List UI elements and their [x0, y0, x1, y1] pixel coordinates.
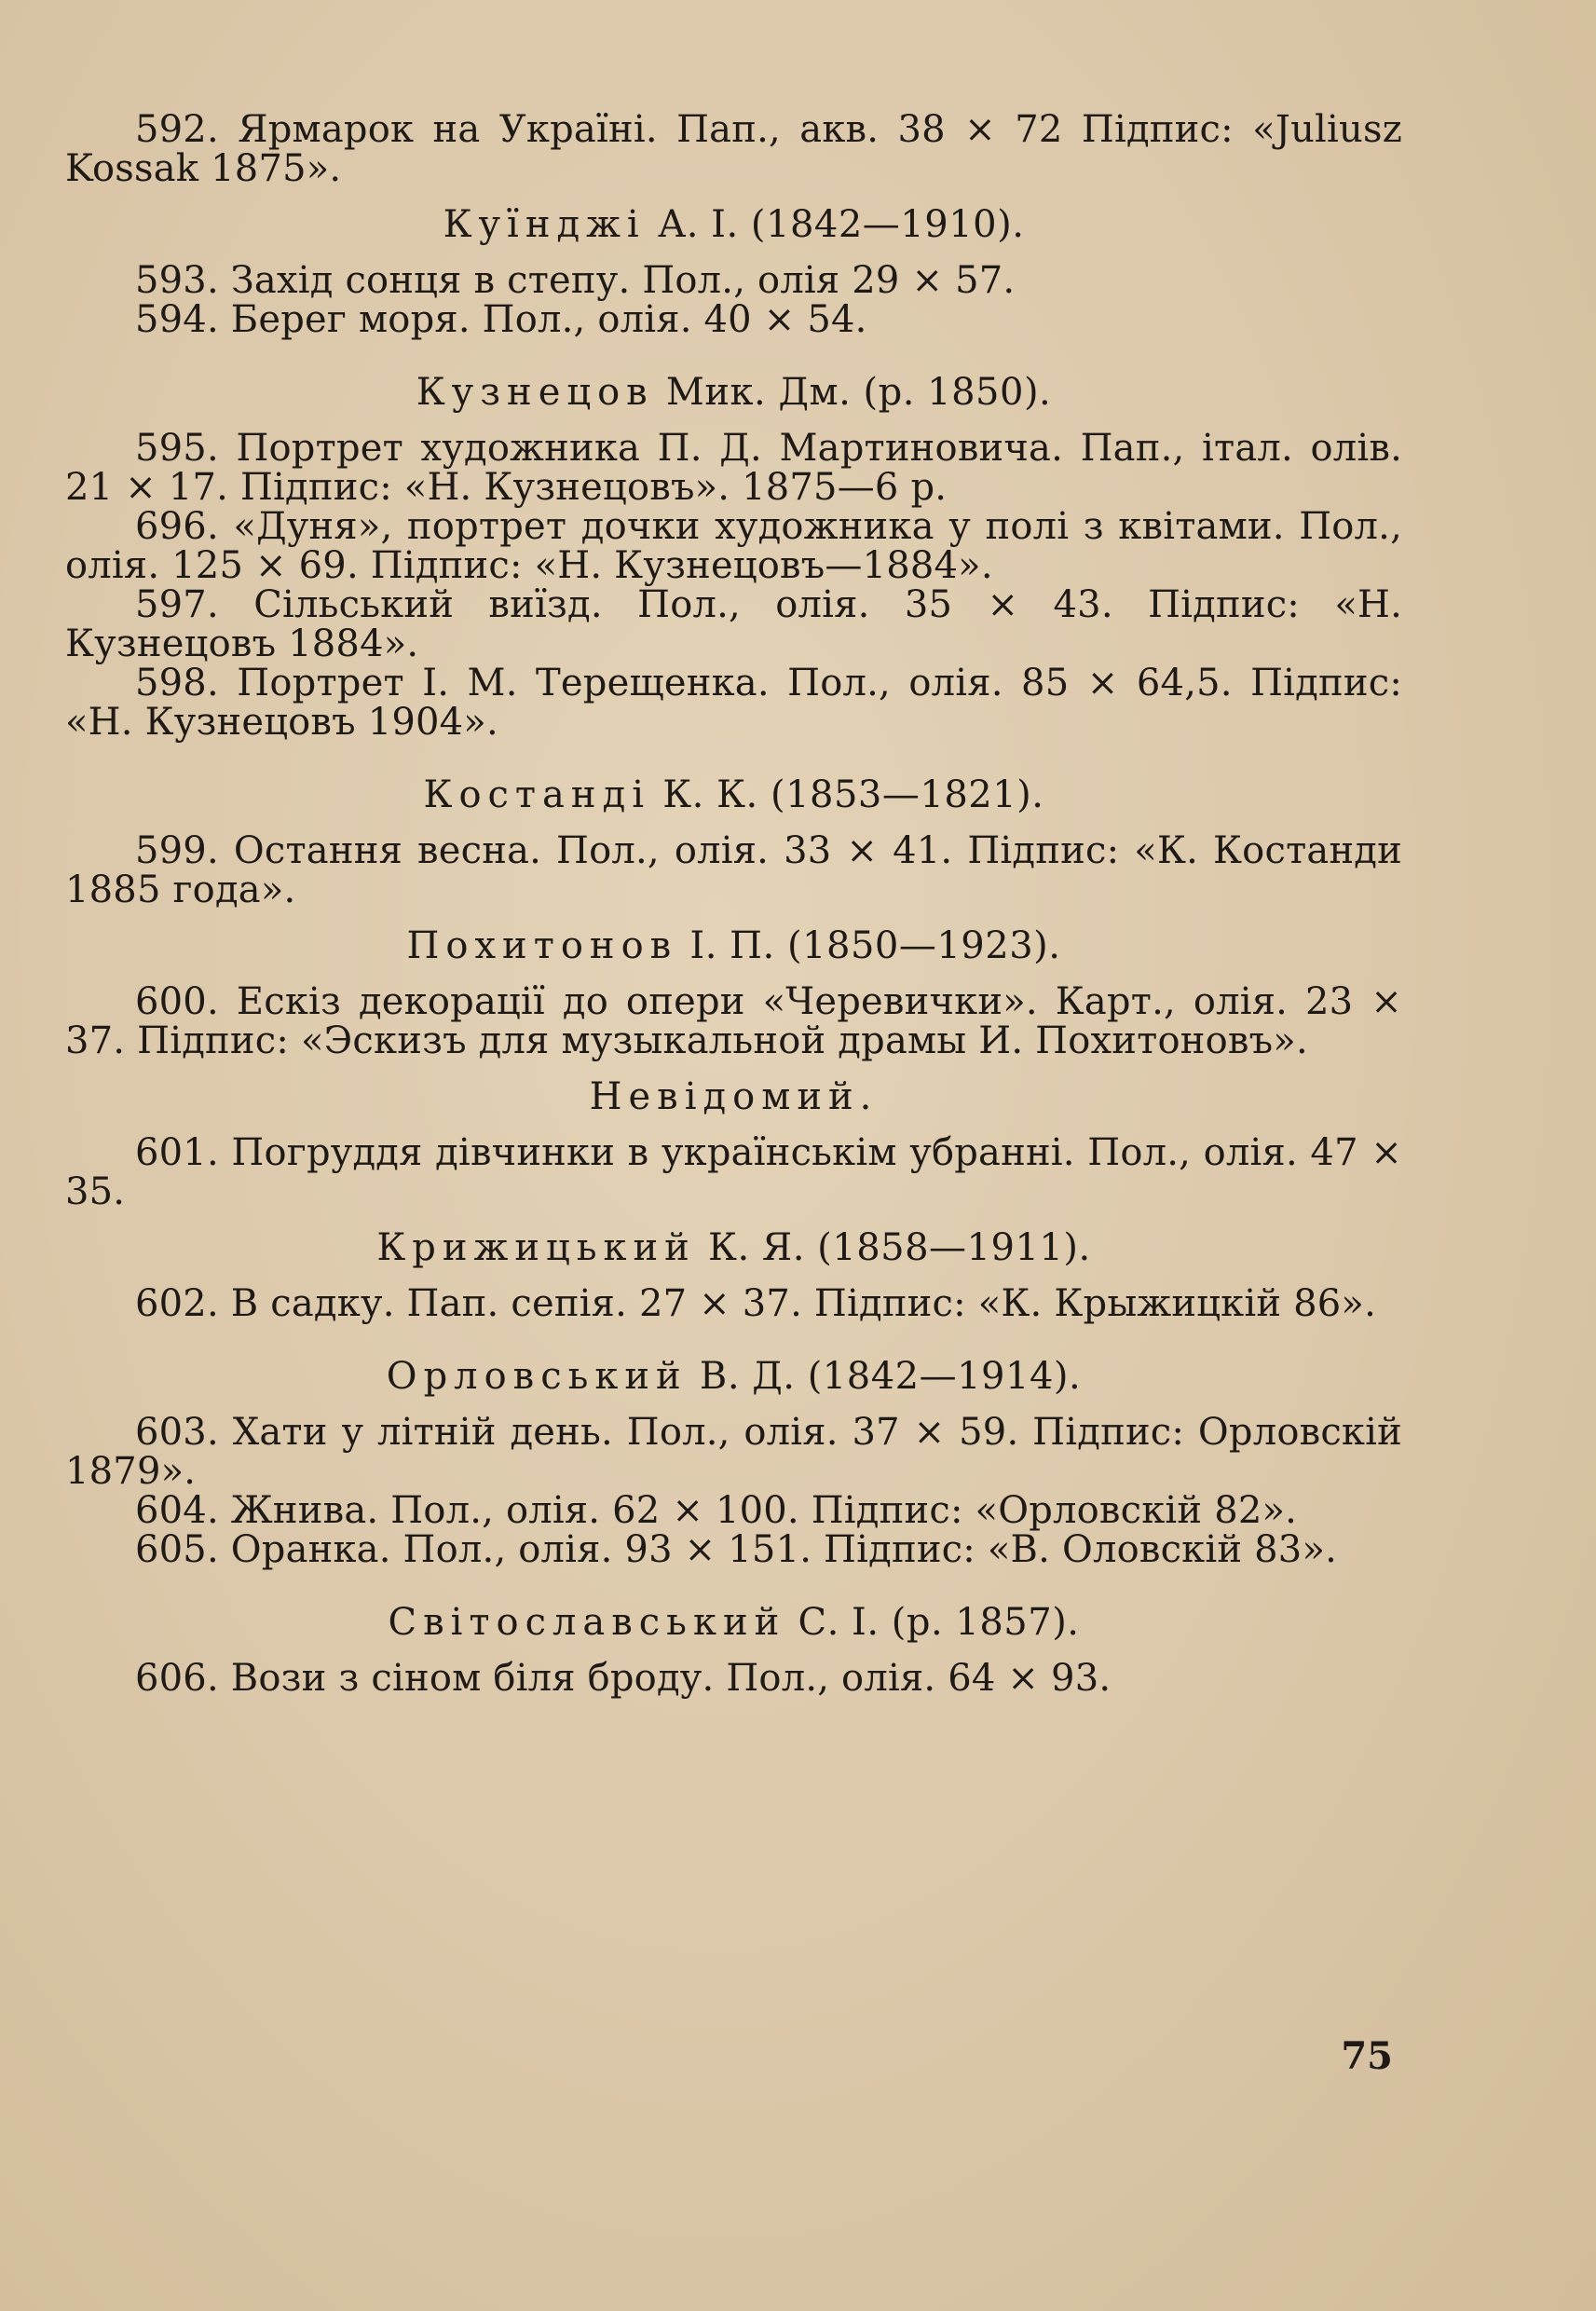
- catalog-entry: 599. Остання весна. Пол., олія. 33 × 41. Підпис: «К. Костанди 1885 года».: [65, 829, 1402, 911]
- catalog-entry: 601. Погруддя дівчинки в українськім убранні. Пол., олія. 47 × 35.: [65, 1131, 1402, 1213]
- catalog-entry: 595. Портрет художника П. Д. Мартиновича. Пап., італ. олів. 21 × 17. Підпис: «Н. Кузнецовъ». 1875—6 р.: [65, 427, 1402, 509]
- artist-heading: [65, 775, 1402, 814]
- artist-initials-dates: К. К. (1853—1821).: [662, 773, 1044, 816]
- artist-heading: [65, 1228, 1402, 1267]
- artist-heading: [65, 926, 1402, 965]
- catalog-entry: 592. Ярмарок на Україні. Пап., акв. 38 × 72 Підпис: «Juliusz Kossak 1875».: [65, 108, 1402, 190]
- catalog-entry: 600. Ескіз декорації до опери «Черевички». Карт., олія. 23 × 37. Підпис: «Эскизъ для музыкальной драмы И. Похитоновъ».: [65, 980, 1402, 1062]
- catalog-entry: 606. Вози з сіном біля броду. Пол., олія. 64 × 93.: [135, 1657, 1112, 1700]
- catalog-entry: 602. В садку. Пап. сепія. 27 × 37. Підпис: «К. Крыжицкій 86».: [135, 1282, 1377, 1325]
- artist-name: Костанді: [423, 773, 650, 816]
- catalog-entry: 594. Берег моря. Пол., олія. 40 × 54.: [135, 298, 867, 341]
- artist-heading: [65, 205, 1402, 244]
- catalog-entry: 604. Жнива. Пол., олія. 62 × 100. Підпис: «Орловскій 82».: [135, 1489, 1298, 1532]
- artist-initials-dates: К. Я. (1858—1911).: [708, 1226, 1091, 1269]
- artist-heading: [65, 1357, 1402, 1396]
- artist-initials-dates: А. І. (1842—1910).: [657, 203, 1025, 246]
- artist-name: Похитонов: [406, 924, 678, 967]
- artist-initials-dates: В. Д. (1842—1914).: [699, 1355, 1082, 1398]
- artist-heading: [65, 1603, 1402, 1642]
- catalog-entry: 593. Захід сонця в степу. Пол., олія 29 × 57.: [135, 259, 1016, 302]
- catalog-entry: 696. «Дуня», портрет дочки художника у полі з квітами. Пол., олія. 125 × 69. Підпис: «Н. Кузнецовъ—1884».: [65, 505, 1402, 587]
- artist-initials-dates: І. П. (1850—1923).: [689, 924, 1061, 967]
- artist-name: Куїнджі: [443, 203, 646, 246]
- catalog-entry: 605. Оранка. Пол., олія. 93 × 151. Підпис: «В. Оловскій 83».: [135, 1528, 1338, 1571]
- catalog-entry: 598. Портрет І. М. Терещенка. Пол., олія. 85 × 64,5. Підпис: «Н. Кузнецовъ 1904».: [65, 662, 1402, 744]
- artist-name: Кузнецов: [416, 371, 654, 414]
- artist-name: Орловський: [386, 1355, 688, 1398]
- catalog-body: [65, 110, 1402, 1698]
- artist-name: Крижицький: [376, 1226, 696, 1269]
- artist-heading: [65, 373, 1402, 412]
- artist-name: Світославський: [388, 1601, 786, 1644]
- artist-initials-dates: Мик. Дм. (р. 1850).: [665, 371, 1052, 414]
- catalog-entry: 597. Сільський виїзд. Пол., олія. 35 × 43. Підпис: «Н. Кузнецовъ 1884».: [65, 583, 1402, 665]
- catalog-entry: 603. Хати у літній день. Пол., олія. 37 × 59. Підпис: Орловскій 1879».: [65, 1411, 1402, 1493]
- artist-initials-dates: С. І. (р. 1857).: [798, 1601, 1080, 1644]
- page-number: 75: [1341, 2034, 1393, 2078]
- artist-name: Невідомий.: [589, 1075, 879, 1118]
- artist-heading: [65, 1077, 1402, 1116]
